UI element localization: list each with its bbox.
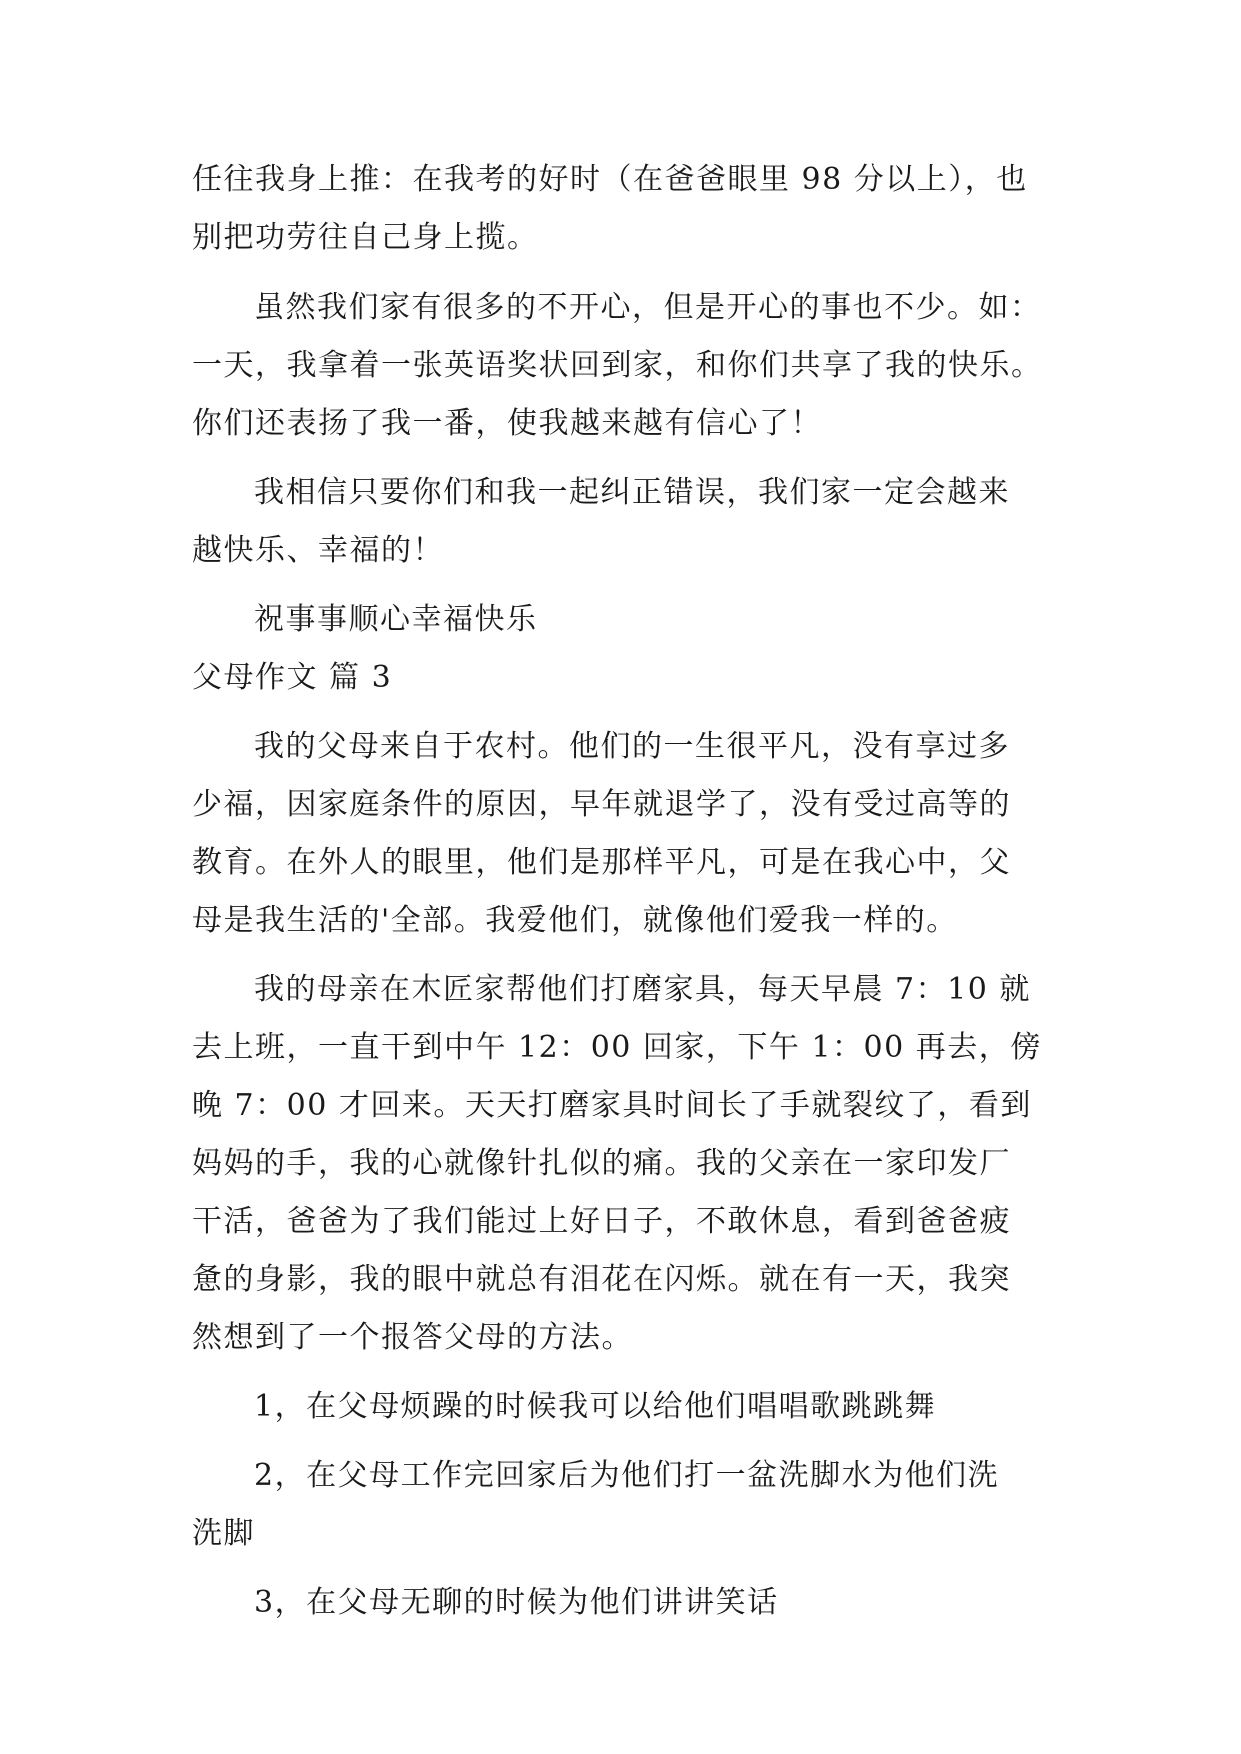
text-line: 洗脚 (192, 1516, 255, 1551)
list-item: 1，在父母烦躁的时候我可以给他们唱唱歌跳跳舞 (254, 1389, 937, 1424)
text-line: 母是我生活的'全部。我爱他们，就像他们爱我一样的。 (192, 903, 958, 938)
paragraph-start: 虽然我们家有很多的不开心，但是开心的事也不少。如： (254, 290, 1042, 325)
paragraph-start: 我的母亲在木匠家帮他们打磨家具，每天早晨 7：10 就 (254, 972, 1031, 1007)
text-line: 任往我身上推：在我考的好时（在爸爸眼里 98 分以上），也 (192, 162, 1028, 197)
text-line: 晚 7：00 才回来。天天打磨家具时间长了手就裂纹了，看到 (192, 1088, 1032, 1123)
text-line: 惫的身影，我的眼中就总有泪花在闪烁。就在有一天，我突 (192, 1262, 1011, 1297)
text-line: 然想到了一个报答父母的方法。 (192, 1320, 633, 1355)
text-line: 越快乐、幸福的！ (192, 533, 444, 568)
text-line: 干活，爸爸为了我们能过上好日子，不敢休息，看到爸爸疲 (192, 1204, 1011, 1239)
text-line: 去上班，一直干到中午 12：00 回家，下午 1：00 再去，傍 (192, 1030, 1042, 1065)
text-line: 教育。在外人的眼里，他们是那样平凡，可是在我心中，父 (192, 845, 1011, 880)
text-line: 少福，因家庭条件的原因，早年就退学了，没有受过高等的 (192, 787, 1011, 822)
list-item: 3，在父母无聊的时候为他们讲讲笑话 (254, 1585, 779, 1620)
list-item: 2，在父母工作完回家后为他们打一盆洗脚水为他们洗 (254, 1458, 1000, 1493)
paragraph-start: 我的父母来自于农村。他们的一生很平凡，没有享过多 (254, 729, 1010, 764)
section-heading: 父母作文 篇 3 (192, 660, 393, 695)
closing-line: 祝事事顺心幸福快乐 (254, 602, 538, 637)
text-line: 一天，我拿着一张英语奖状回到家，和你们共享了我的快乐。 (192, 348, 1043, 383)
text-line: 你们还表扬了我一番，使我越来越有信心了！ (192, 406, 822, 441)
text-line: 妈妈的手，我的心就像针扎似的痛。我的父亲在一家印发厂 (192, 1146, 1011, 1181)
text-line: 别把功劳往自己身上揽。 (192, 220, 539, 255)
paragraph-start: 我相信只要你们和我一起纠正错误，我们家一定会越来 (254, 475, 1010, 510)
